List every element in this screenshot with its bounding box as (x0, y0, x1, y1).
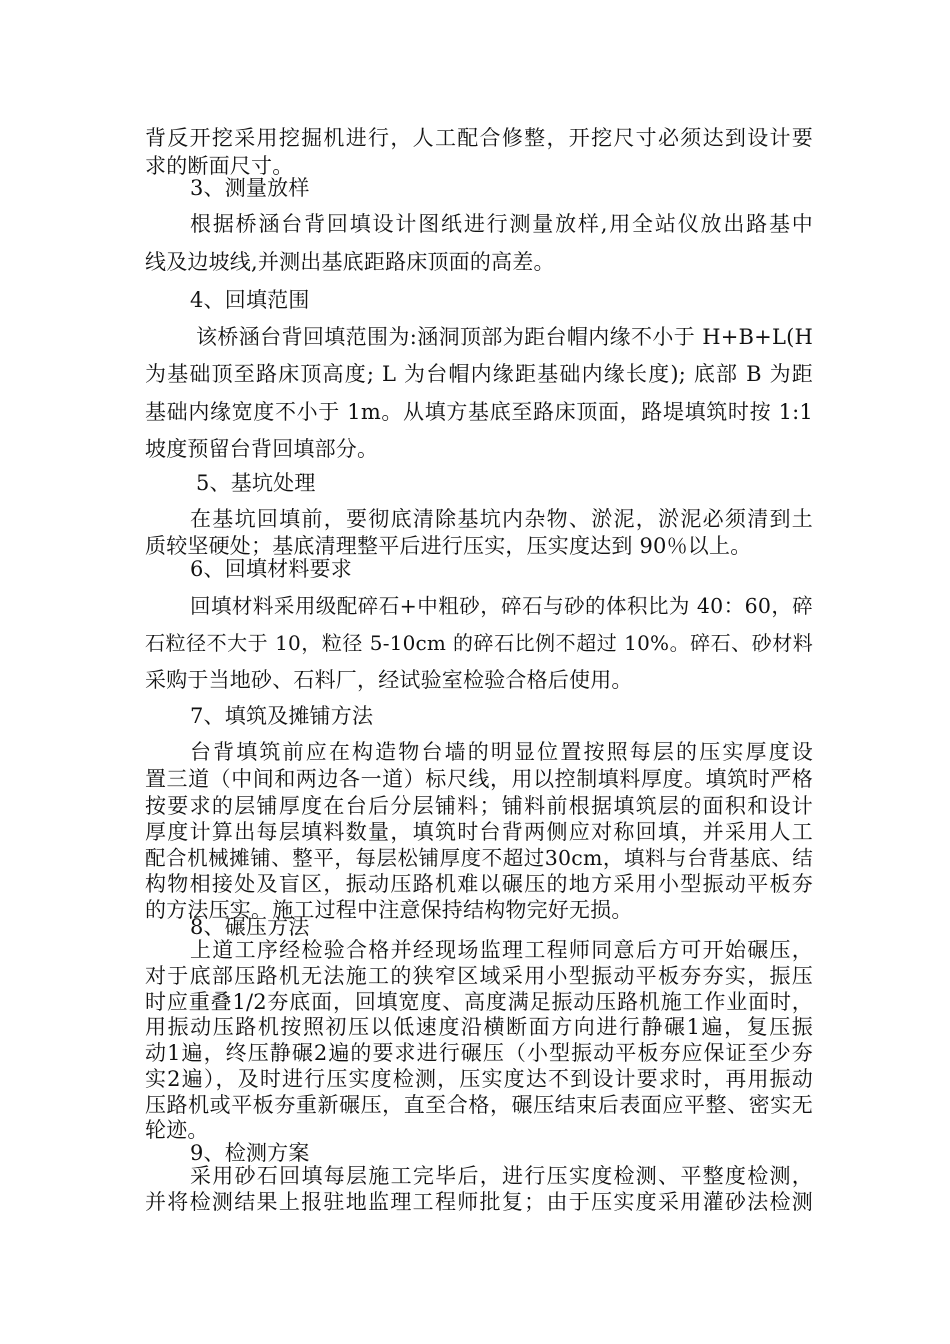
text-line: 上道工序经检验合格并经现场监理工程师同意后方可开始碾压， (190, 938, 813, 962)
text-line: 质较坚硬处；基底清理整平后进行压实，压实度达到 90％以上。 (145, 534, 752, 558)
section-heading: 6、回填材料要求 (190, 557, 352, 581)
text-line: 采用砂石回填每层施工完毕后，进行压实度检测、平整度检测， (190, 1164, 813, 1188)
text-line: 实2遍），及时进行压实度检测，压实度达不到设计要求时，再用振动 (145, 1067, 813, 1091)
text-line: 回填材料采用级配碎石+中粗砂，碎石与砂的体积比为 40：60，碎 (190, 594, 813, 618)
text-line: 轮迹。 (145, 1118, 209, 1142)
text-line: 坡度预留台背回填部分。 (145, 437, 379, 461)
text-line: 按要求的层铺厚度在台后分层铺料；铺料前根据填筑层的面积和设计 (145, 794, 813, 818)
text-line: 动1遍，终压静碾2遍的要求进行碾压（小型振动平板夯应保证至少夯 (145, 1041, 813, 1065)
text-line: 压路机或平板夯重新碾压，直至合格，碾压结束后表面应平整、密实无 (145, 1093, 813, 1117)
text-line: 线及边坡线,并测出基底距路床顶面的高差。 (145, 250, 555, 274)
section-heading: 4、回填范围 (190, 288, 310, 312)
section-heading: 3、测量放样 (190, 176, 310, 200)
text-line: 时应重叠1/2夯底面，回填宽度、高度满足振动压路机施工作业面时， (145, 990, 813, 1014)
text-line: 该桥涵台背回填范围为:涵洞顶部为距台帽内缘不小于 H+B+L(H (196, 325, 813, 349)
text-line: 采购于当地砂、石料厂，经试验室检验合格后使用。 (145, 668, 633, 692)
section-heading: 5、基坑处理 (196, 471, 316, 495)
section-heading: 7、填筑及摊铺方法 (190, 704, 374, 728)
text-line: 置三道（中间和两边各一道）标尺线，用以控制填料厚度。填筑时严格 (145, 767, 813, 791)
text-line: 在基坑回填前，要彻底清除基坑内杂物、淤泥，淤泥必须清到土 (190, 507, 813, 531)
text-line: 台背填筑前应在构造物台墙的明显位置按照每层的压实厚度设 (190, 740, 813, 764)
text-line: 配合机械摊铺、整平，每层松铺厚度不超过30cm，填料与台背基底、结 (145, 846, 813, 870)
text-line: 的方法压实。施工过程中注意保持结构物完好无损。 (145, 898, 633, 922)
text-line: 并将检测结果上报驻地监理工程师批复；由于压实度采用灌砂法检测 (145, 1190, 813, 1214)
section-heading: 9、检测方案 (190, 1141, 310, 1165)
text-line: 求的断面尺寸。 (145, 154, 294, 178)
section-heading: 8、碾压方法 (190, 915, 310, 939)
text-line: 对于底部压路机无法施工的狭窄区域采用小型振动平板夯夯实，振压 (145, 964, 813, 988)
text-line: 为基础顶至路床顶高度; L 为台帽内缘距基础内缘长度); 底部 B 为距 (145, 362, 813, 386)
text-line: 背反开挖采用挖掘机进行，人工配合修整，开挖尺寸必须达到设计要 (145, 126, 813, 150)
text-line: 基础内缘宽度不小于 1m。从填方基底至路床顶面，路堤填筑时按 1:1 (145, 400, 813, 424)
text-line: 厚度计算出每层填料数量，填筑时台背两侧应对称回填，并采用人工 (145, 820, 813, 844)
text-line: 构物相接处及盲区，振动压路机难以碾压的地方采用小型振动平板夯 (145, 872, 813, 896)
text-line: 石粒径不大于 10，粒径 5-10cm 的碎石比例不超过 10%。碎石、砂材料 (145, 631, 813, 655)
text-line: 用振动压路机按照初压以低速度沿横断面方向进行静碾1遍，复压振 (145, 1015, 813, 1039)
text-line: 根据桥涵台背回填设计图纸进行测量放样,用全站仪放出路基中 (190, 212, 813, 236)
